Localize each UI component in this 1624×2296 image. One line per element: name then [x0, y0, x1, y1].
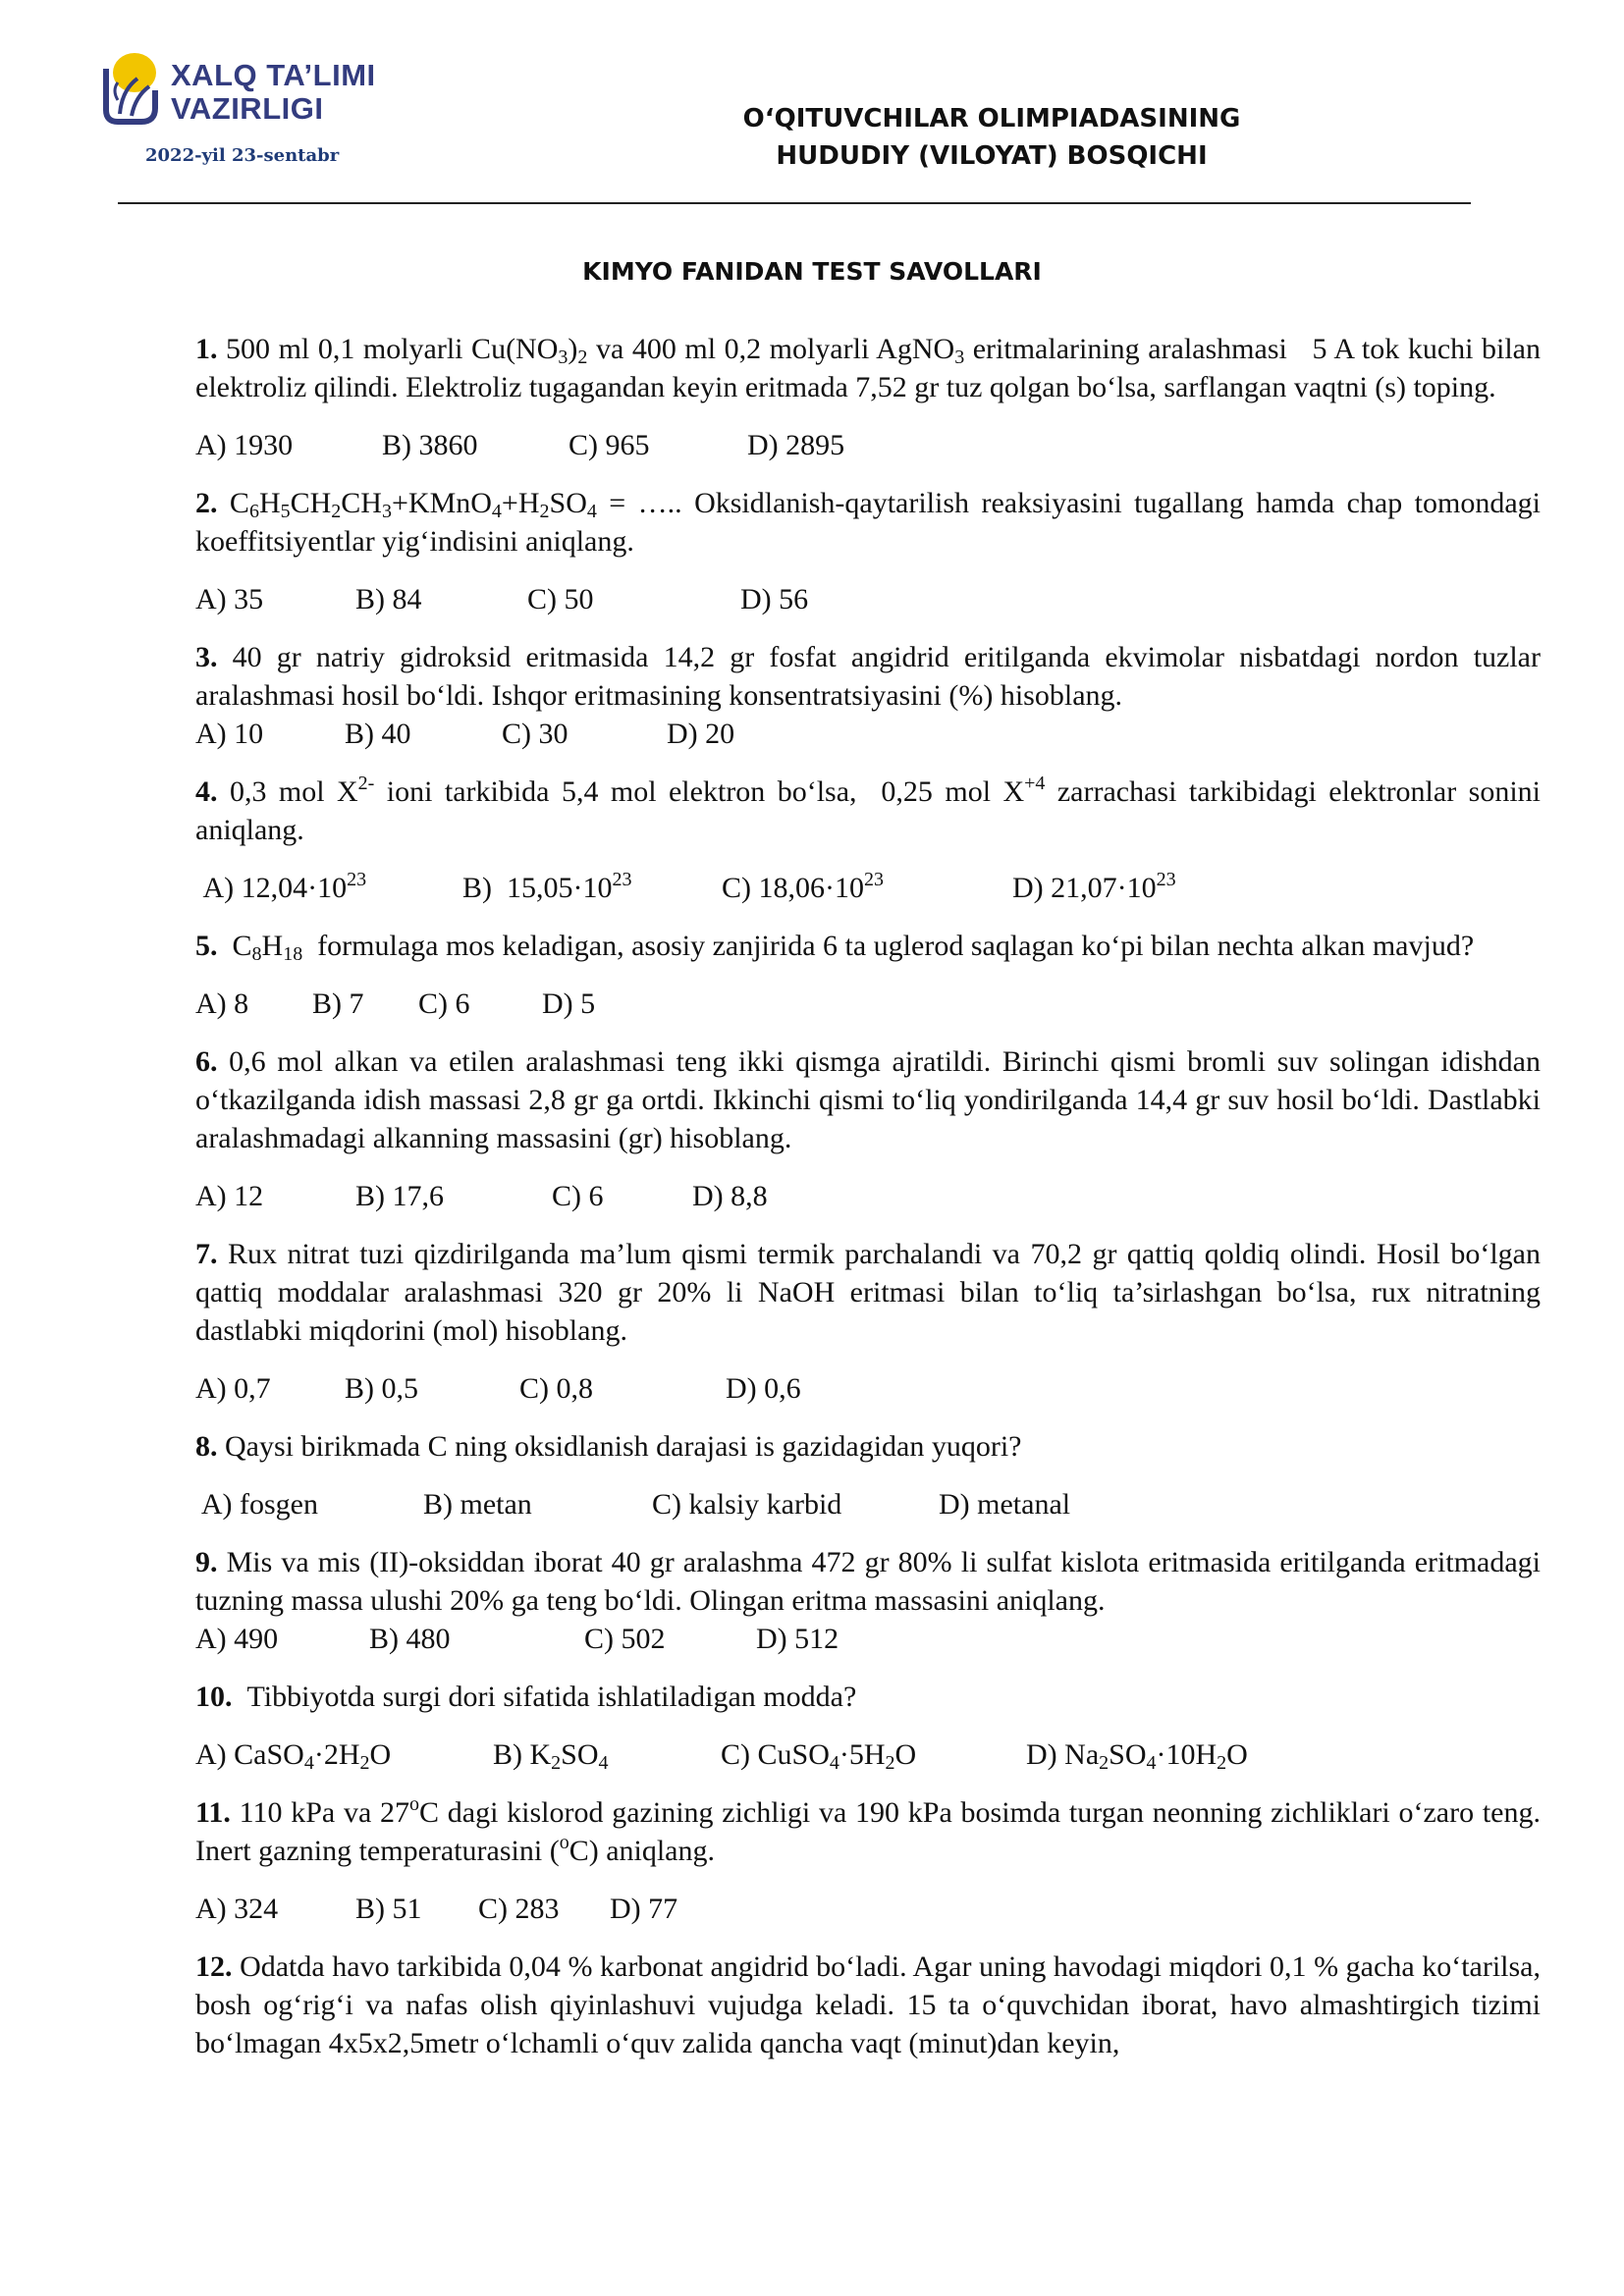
answer-option-b[interactable]: B) $K_2SO_4$ — [493, 1738, 609, 1774]
question-10 — [195, 1678, 1541, 1716]
answer-option-b[interactable]: B) 7 — [312, 988, 364, 1020]
answer-option-a[interactable]: A) $CaSO_4\cdot 2H_2O$ — [195, 1738, 392, 1774]
answer-option-b[interactable]: B) $15,05\cdot 10^{23}$ — [462, 869, 632, 904]
answer-option-d[interactable]: D) $21,07\cdot 10^{23}$ — [1012, 869, 1176, 904]
logo-line-2: VAZIRLIGI — [171, 91, 324, 126]
answer-options — [195, 1890, 1541, 1928]
question-5 — [195, 927, 1541, 965]
answer-options — [195, 1369, 1541, 1408]
ministry-logo — [102, 51, 376, 128]
answer-option-d[interactable]: D) 512 — [756, 1623, 839, 1655]
answer-option-c[interactable]: C) 965 — [568, 429, 650, 461]
answer-option-a[interactable]: A) 324 — [195, 1893, 279, 1925]
question-number: 9. — [195, 1546, 218, 1578]
question-text: $C_6H_5CH_2CH_3+KMnO_4+H_2SO_4$ = ….. Oksidlanish-qaytarilish reaksiyasini tugallang hamda chap tomondagi koeffitsiyentlar yig‘indisini aniqlang. — [195, 487, 1541, 558]
answer-options — [195, 985, 1541, 1023]
answer-options — [195, 580, 1541, 618]
answer-options — [195, 1620, 1541, 1658]
answer-option-a[interactable]: A) 10 — [195, 718, 264, 750]
question-9 — [195, 1543, 1541, 1620]
olympiad-title — [668, 100, 1316, 175]
question-3 — [195, 638, 1541, 715]
answer-option-a[interactable]: A) fosgen — [195, 1488, 318, 1521]
question-text: Mis va mis (II)-oksiddan iborat 40 gr aralashma 472 gr 80% li sulfat kislota eritmasida eritilganda eritmadagi tuzning massa ulushi 20% ga teng bo‘ldi. Olingan eritma massasini aniqlang. — [195, 1546, 1541, 1617]
date-label: 2022-yil 23-sentabr — [145, 145, 340, 166]
answer-option-d[interactable]: D) 2895 — [747, 429, 845, 461]
answer-option-c[interactable]: C) 30 — [502, 718, 568, 750]
answer-option-a[interactable]: A) 35 — [195, 583, 264, 615]
answer-option-b[interactable]: B) 17,6 — [355, 1180, 444, 1212]
question-number: 5. — [195, 930, 218, 962]
answer-options — [195, 1177, 1541, 1215]
question-number: 8. — [195, 1430, 218, 1463]
question-4 — [195, 773, 1541, 849]
question-text: Qaysi birikmada C ning oksidlanish darajasi is gazidagidan yuqori? — [217, 1430, 1022, 1463]
question-number: 3. — [195, 641, 218, 673]
question-text: 110 kPa va 27$^o$C dagi kislorod gazining zichligi va 190 kPa bosimda turgan neonning zichliklari o‘zaro teng. Inert gazning temperaturasini ($^o$C) aniqlang. — [195, 1793, 1542, 1867]
question-text: Rux nitrat tuzi qizdirilganda ma’lum qismi termik parchalandi va 70,2 gr qattiq qoldiq olindi. Hosil bo‘lgan qattiq moddalar aralashmasi 320 gr 20% li NaOH eritmasi bilan to‘liq ta’sirlashgan bo‘lsa, rux nitratning dastlabki miqdorini (mol) hisoblang. — [195, 1238, 1541, 1347]
question-2 — [195, 484, 1541, 561]
document-title: KIMYO FANIDAN TEST SAVOLLARI — [582, 257, 1042, 286]
header-divider — [118, 202, 1471, 204]
question-number: 6. — [195, 1045, 218, 1078]
question-number: 4. — [195, 775, 218, 808]
question-11 — [195, 1793, 1541, 1870]
question-6 — [195, 1042, 1541, 1157]
question-text: 500 ml 0,1 molyarli $Cu(NO_3)_2$ va 400 ml 0,2 molyarli AgNO$_3$ eritmalarining aralashmasi 5 A tok kuchi bilan elektroliz qilindi. Elektroliz tugagandan keyin eritmada 7,52 gr tuz qolgan bo‘lsa, sarflangan vaqtni (s) toping. — [195, 333, 1541, 403]
answer-option-a[interactable]: A) $12,04\cdot 10^{23}$ — [195, 869, 367, 904]
answer-option-b[interactable]: B) 84 — [355, 583, 422, 615]
answer-option-a[interactable]: A) 1930 — [195, 429, 294, 461]
answer-option-a[interactable]: A) 12 — [195, 1180, 264, 1212]
answer-option-d[interactable]: D) 8,8 — [692, 1180, 768, 1212]
question-text: 40 gr natriy gidroksid eritmasida 14,2 gr fosfat angidrid eritilganda ekvimolar nisbatdagi nordon tuzlar aralashmasi hosil bo‘ldi. Ishqor eritmasining konsentratsiyasini (%) hisoblang. — [195, 641, 1541, 712]
answer-option-c[interactable]: C) 502 — [584, 1623, 666, 1655]
answer-options — [195, 1735, 1541, 1774]
question-12 — [195, 1948, 1541, 2062]
question-text: Odatda havo tarkibida 0,04 % karbonat angidrid bo‘ladi. Agar uning havodagi miqdori 0,1 % gacha ko‘tarilsa, bosh og‘rig‘i va nafas olish qiyinlashuvi vujudga keladi. 15 ta o‘quvchidan iborat, havo almashtirgich tizimi bo‘lmagan 4x5x2,5metr o‘lchamli o‘quv zalida qancha vaqt (minut)dan keyin, — [195, 1950, 1541, 2059]
question-text: 0,6 mol alkan va etilen aralashmasi teng ikki qismga ajratildi. Birinchi qismi bromli suv solingan idishdan o‘tkazilganda idish massasi 2,8 gr ga ortdi. Ikkinchi qismi to‘liq yondirilganda 14,4 gr suv hosil bo‘ldi. Dastlabki aralashmadagi alkanning massasini (gr) hisoblang. — [195, 1045, 1541, 1154]
answer-option-d[interactable]: D) 20 — [667, 718, 735, 750]
answer-option-c[interactable]: C) $CuSO_4\cdot 5H_2O$ — [721, 1738, 917, 1774]
olympiad-title-line-2: HUDUDIY (VILOYAT) BOSQICHI — [776, 141, 1208, 171]
answer-option-c[interactable]: C) 283 — [478, 1893, 560, 1925]
answer-options — [195, 869, 1541, 907]
questions-list — [195, 330, 1541, 2082]
question-1 — [195, 330, 1541, 406]
answer-options — [195, 426, 1541, 464]
answer-option-c[interactable]: C) 6 — [418, 988, 470, 1020]
answer-option-b[interactable]: B) 3860 — [382, 429, 478, 461]
answer-option-a[interactable]: A) 0,7 — [195, 1372, 271, 1405]
answer-option-d[interactable]: D) 5 — [542, 988, 596, 1020]
question-number: 1. — [195, 333, 218, 365]
answer-option-b[interactable]: B) 40 — [345, 718, 411, 750]
answer-option-a[interactable]: A) 490 — [195, 1623, 279, 1655]
answer-option-c[interactable]: C) $18,06\cdot 10^{23}$ — [722, 869, 884, 904]
question-number: 2. — [195, 487, 218, 519]
olympiad-title-line-1: O‘QITUVCHILAR OLIMPIADASINING — [742, 104, 1241, 133]
question-text: $C_8H_{18}$ formulaga mos keladigan, asosiy zanjirida 6 ta uglerod saqlagan ko‘pi bilan nechta alkan mavjud? — [217, 930, 1475, 965]
answer-option-d[interactable]: D) metanal — [939, 1488, 1071, 1521]
answer-option-b[interactable]: B) metan — [423, 1488, 532, 1521]
ministry-emblem-icon — [102, 51, 163, 128]
question-text: Tibbiyotda surgi dori sifatida ishlatiladigan modda? — [232, 1681, 857, 1713]
question-number: 11. — [195, 1796, 231, 1829]
question-number: 7. — [195, 1238, 218, 1270]
answer-options — [195, 715, 1541, 753]
answer-option-c[interactable]: C) 6 — [552, 1180, 604, 1212]
logo-line-1: XALQ TA’LIMI — [171, 58, 376, 92]
answer-option-c[interactable]: C) 0,8 — [519, 1372, 593, 1405]
answer-option-d[interactable]: D) $Na_2SO_4\cdot 10H_2O$ — [1026, 1738, 1248, 1774]
answer-option-b[interactable]: B) 51 — [355, 1893, 422, 1925]
question-text: 0,3 mol $X^{2-}$ ioni tarkibida 5,4 mol elektron bo‘lsa, 0,25 mol $X^{+4}$ zarrachasi tarkibidagi elektronlar sonini aniqlang. — [195, 773, 1541, 846]
question-number: 12. — [195, 1950, 233, 1983]
question-number: 10. — [195, 1681, 233, 1713]
answer-option-d[interactable]: D) 77 — [610, 1893, 678, 1925]
answer-option-a[interactable]: A) 8 — [195, 988, 249, 1020]
answer-option-b[interactable]: B) 480 — [369, 1623, 451, 1655]
answer-option-d[interactable]: D) 56 — [740, 583, 809, 615]
answer-options — [195, 1485, 1541, 1523]
answer-option-c[interactable]: C) 50 — [527, 583, 594, 615]
question-7 — [195, 1235, 1541, 1350]
answer-option-d[interactable]: D) 0,6 — [726, 1372, 801, 1405]
question-8 — [195, 1427, 1541, 1466]
answer-option-b[interactable]: B) 0,5 — [345, 1372, 418, 1405]
answer-option-c[interactable]: C) kalsiy karbid — [652, 1488, 842, 1521]
